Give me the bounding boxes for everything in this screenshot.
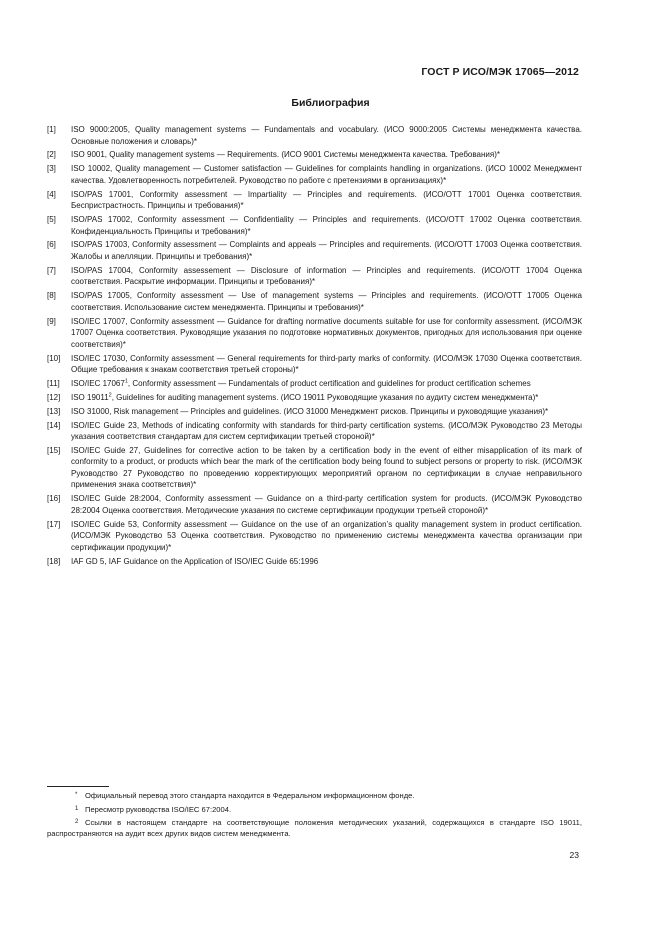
footnote-item <box>47 790 582 802</box>
reference-number: [8] <box>47 291 56 301</box>
reference-number: [1] <box>47 125 56 134</box>
reference-number: [10] <box>47 353 61 363</box>
reference-text <box>71 378 582 390</box>
reference-text: ISO/IEC Guide 23, Methods of indicating conformity with standards for third-party certification systems. (ИСО/МЭК Руководство 23 Методы указания соответствия стандартам для систем сертификации третьей стороной)* <box>71 420 582 442</box>
footnote-ref-1: 1 <box>124 378 128 385</box>
reference-item <box>47 265 582 288</box>
reference-number: [11] <box>47 378 60 388</box>
reference-number: [16] <box>47 494 61 504</box>
reference-item <box>47 149 582 161</box>
reference-item <box>47 316 582 351</box>
footnote-text: Пересмотр руководства ISO/IEC 67:2004. <box>85 804 232 814</box>
reference-number: [7] <box>47 265 56 275</box>
reference-item <box>47 445 582 491</box>
reference-text: ISO/PAS 17003, Conformity assessment — Complaints and appeals — Principles and requirements. (ИСО/ОТТ 17003 Оценка соответствия. Жалобы и апелляции. Принципы и требования)* <box>71 240 582 261</box>
reference-text: ISO 31000, Risk management — Principles and guidelines. (ИСО 31000 Менеджмент рисков. Принципы и руководящие указания)* <box>71 406 549 416</box>
reference-text: ISO/IEC Guide 28:2004, Conformity assessment — Guidance on a third-party certification system for products. (ИСО/МЭК Руководство 28:2004 Оценка соответствия. Методические указания по системе сертификации продукции третьей стороной)* <box>71 494 582 515</box>
reference-number: [13] <box>47 406 61 416</box>
reference-text-main: ISO/IEC 17067 <box>71 378 125 388</box>
reference-text: ISO/IEC 17030, Conformity assessment — General requirements for third-party marks of conformity. (ИСО/МЭК 17030 Оценка соответствия. Общие требования к знакам соответствия третьей стороны)* <box>71 353 582 375</box>
reference-item <box>47 163 582 186</box>
reference-text: ISO/PAS 17001, Conformity assessment — Impartiality — Principles and requirements. (ИСО/ОТТ 17001 Оценка соответствия. Беспристрастность. Принципы и требования)* <box>71 189 582 211</box>
footnote-item <box>47 804 582 816</box>
reference-item <box>47 378 582 390</box>
reference-item <box>47 556 582 568</box>
reference-item <box>47 406 582 418</box>
reference-text-rest: , Conformity assessment — Fundamentals of product certification and guidelines for product certification schemes <box>127 378 531 388</box>
reference-number: [14] <box>47 420 61 430</box>
document-header-standard: ГОСТ Р ИСО/МЭК 17065—2012 <box>421 66 579 78</box>
footnotes <box>47 790 582 842</box>
reference-item <box>47 239 582 262</box>
reference-text: ISO/IEC Guide 27, Guidelines for corrective action to be taken by a certification body in the event of either misapplication of its mark of conformity to a product, or products which bear the mark of the certification body being found to subject persons or property to risk. (ИСО/МЭК Руководство 27 Руководство по проведению корректирующих мероприятий органом по сертификации в случае неправильного применения знака соответствия)* <box>71 445 582 490</box>
reference-item <box>47 519 582 554</box>
reference-text: ISO 9001, Quality management systems — Requirements. (ИСО 9001 Системы менеджмента качества. Требования)* <box>71 150 500 160</box>
footnote-divider <box>47 786 109 787</box>
reference-number: [4] <box>47 189 56 199</box>
footnote-text: Ссылки в настоящем стандарте на соответствующие положения методических указаний, содержащихся в стандарте ISO 19011, распространяются на аудит всех других видов систем менеджмента. <box>47 818 582 838</box>
reference-number: [2] <box>47 150 56 160</box>
footnote-ref-2: 2 <box>108 392 112 399</box>
footnote-mark: 2 <box>75 819 79 826</box>
bibliography-title: Библиография <box>291 97 370 109</box>
reference-number: [15] <box>47 445 61 455</box>
reference-number: [5] <box>47 215 56 225</box>
reference-number: [9] <box>47 316 56 326</box>
reference-text: ISO 9000:2005, Quality management systems — Fundamentals and vocabulary. (ИСО 9000:2005 Системы менеджмента качества. Основные положения и словарь)* <box>71 125 582 146</box>
reference-item <box>47 420 582 443</box>
reference-number: [12] <box>47 392 61 402</box>
footnote-mark: * <box>75 792 78 798</box>
reference-number: [17] <box>47 519 61 529</box>
reference-text: ISO 10002, Quality management — Customer satisfaction — Guidelines for complaints handling in organizations. (ИСО 10002 Менеджмент качества. Удовлетворенность потребителей. Руководство по работе с претензиями в организациях)* <box>71 164 582 185</box>
reference-item <box>47 493 582 516</box>
reference-text: ISO/IEC 17007, Conformity assessment — Guidance for drafting normative documents suitable for use for conformity assessment. (ИСО/МЭК 17007 Оценка соответствия. Руководящие указания по подготовке нормативных документов, пригодных для использования при оценке соответствия)* <box>71 316 582 349</box>
bibliography-list <box>47 124 582 570</box>
reference-item <box>47 392 582 404</box>
page-number: 23 <box>569 850 579 860</box>
reference-text: ISO/PAS 17005, Conformity assessment — Use of management systems — Principles and requirements. (ИСО/ОТТ 17005 Оценка соответствия. Использование систем менеджмента. Принципы и требования)* <box>71 291 582 312</box>
reference-number: [6] <box>47 240 56 250</box>
reference-text-rest: , Guidelines for auditing management systems. (ИСО 19011 Руководящие указания по аудиту систем менеджмента)* <box>111 392 539 402</box>
reference-text: IAF GD 5, IAF Guidance on the Application of ISO/IEC Guide 65:1996 <box>71 556 319 566</box>
reference-number: [18] <box>47 556 61 566</box>
reference-text: ISO/IEC Guide 53, Conformity assessment — Guidance on the use of an organization’s quality management system in product certification. (ИСО/МЭК Руководство 53 Оценка соответствия. Руководство по применению системы менеджмента качества организации при сертификации продукции)* <box>71 519 582 552</box>
reference-text: ISO/PAS 17004, Conformity assessement — Disclosure of information — Principles and requirements. (ИСО/ОТТ 17004 Оценка соответствия. Раскрытие информации. Принципы и требования)* <box>71 265 582 287</box>
footnote-text: Официальный перевод этого стандарта находится в Федеральном информационном фонде. <box>85 791 415 800</box>
footnote-item <box>47 817 582 840</box>
reference-text <box>71 392 582 404</box>
reference-item <box>47 189 582 212</box>
reference-item <box>47 124 582 147</box>
reference-item <box>47 290 582 313</box>
reference-item <box>47 214 582 237</box>
footnote-mark: 1 <box>75 805 79 812</box>
reference-text-main: ISO 19011 <box>71 392 109 402</box>
reference-number: [3] <box>47 164 56 174</box>
reference-text: ISO/PAS 17002, Conformity assessment — Confidentiality — Principles and requirements. (ИСО/ОТТ 17002 Оценка соответствия. Конфиденциальность Принципы и требования)* <box>71 215 582 236</box>
reference-item <box>47 353 582 376</box>
